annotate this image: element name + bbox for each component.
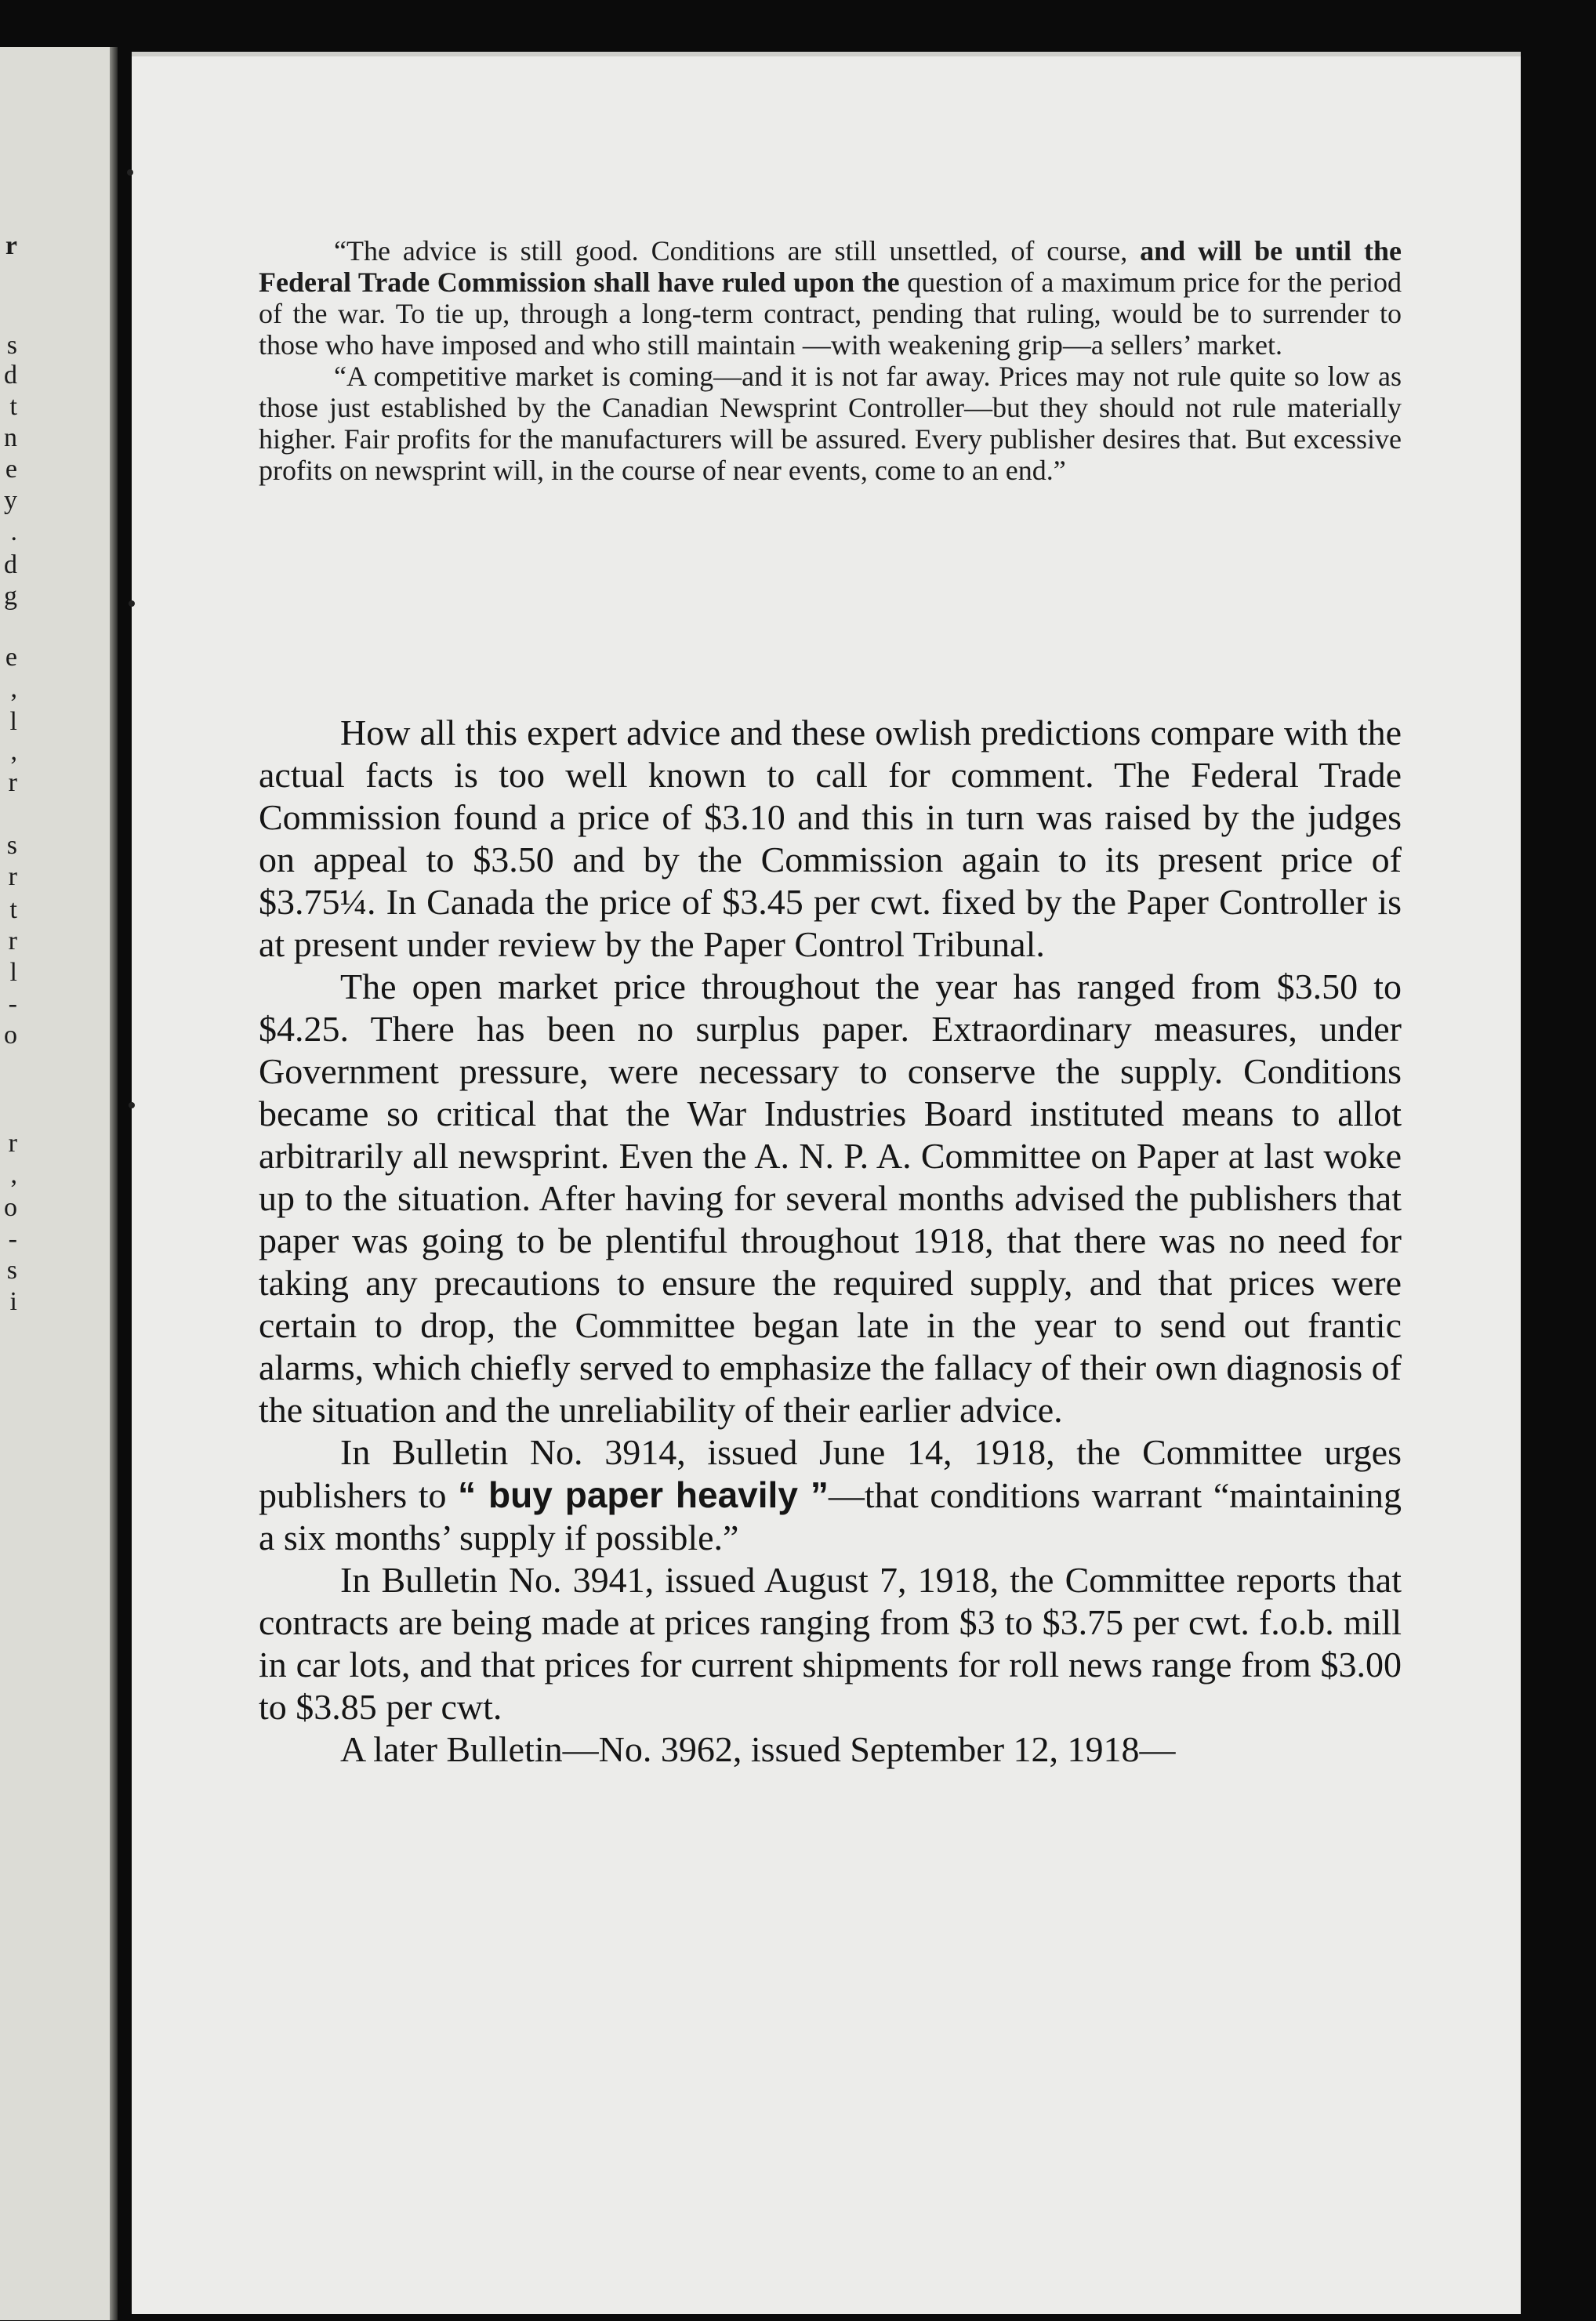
scan-speck	[129, 1102, 135, 1108]
body-paragraph-5: A later Bulletin—No. 3962, issued September 12, 1918—	[340, 1729, 1176, 1769]
scan-speck	[129, 600, 135, 607]
edge-letter: n	[4, 423, 17, 452]
edge-letter: r	[8, 927, 17, 956]
body-paragraph-3	[259, 1431, 1402, 1559]
edge-letter: d	[4, 550, 17, 579]
quote-text: question of a maximum price for the period of the war. To tie up, through a long-term contract, pending that ruling, would be to surrender to those who have imposed and who still maintain —with weakening grip—a sellers’ market.	[259, 267, 1402, 361]
left-page-fragment	[0, 47, 118, 2320]
quoted-passage	[259, 235, 1402, 486]
scan-speck	[127, 169, 133, 176]
body-paragraph-1: How all this expert advice and these owlish predictions compare with the actual facts is too well known to call for comment. The Federal Trade Commission found a price of $3.10 and this in turn was raised by the judges on appeal to $3.50 and by the Commission again to its present price of $3.75¼. In Canada the price of $3.45 per cwt. fixed by the Paper Controller is at present under review by the Paper Control Tribunal.	[259, 713, 1402, 964]
edge-letter: i	[9, 1287, 17, 1316]
edge-letter: o	[4, 1193, 17, 1222]
edge-letter: l	[9, 958, 17, 987]
emphasized-phrase: “ buy paper heavily ”	[458, 1474, 829, 1515]
body-text	[259, 712, 1402, 1771]
body-text-run: —that conditions warrant “maintaining a six months’ supply if possible.”	[259, 1475, 1402, 1558]
edge-letter: ,	[10, 737, 17, 766]
edge-letter: r	[8, 1129, 17, 1158]
edge-letter: l	[9, 707, 17, 736]
page-top-edge	[132, 52, 1521, 56]
edge-letter: ,	[10, 1160, 17, 1189]
quote-paragraph-1	[259, 235, 1402, 361]
body-text-run: In Bulletin No. 3914, issued June 14, 1918, the Committee urges publishers to	[259, 1432, 1402, 1515]
edge-letter: r	[8, 768, 17, 797]
body-paragraph-4: In Bulletin No. 3941, issued August 7, 1918, the Committee reports that contracts are being made at prices ranging from $3 to $3.75 per cwt. f.o.b. mill in car lots, and that prices for current shipments for roll news range from $3.00 to $3.85 per cwt.	[259, 1560, 1402, 1727]
document-page	[132, 52, 1521, 2314]
quote-paragraph-2	[259, 361, 1402, 486]
edge-letter: t	[9, 895, 17, 924]
edge-letter: ,	[10, 674, 17, 703]
quote-text: “A competitive market is coming—and it is not far away. Prices may not rule quite so low as those just established by the Canadian Newsprint Controller—but they should not rule materially higher. Fair profits for the manufacturers will be assured. Every publisher desires that. But excessive profits on newsprint will, in the course of near events, come to an end.”	[259, 361, 1402, 486]
quote-text: “The advice is still good. Conditions are still unsettled, of course,	[334, 235, 1141, 267]
edge-letter: -	[8, 989, 17, 1018]
edge-letter: d	[4, 361, 17, 390]
edge-letter: s	[6, 331, 17, 360]
edge-letter: -	[8, 1224, 17, 1253]
edge-letter: g	[4, 582, 17, 611]
edge-letter: e	[5, 643, 17, 672]
body-paragraph-2: The open market price throughout the year has ranged from $3.50 to $4.25. There has been no surplus paper. Extraordinary measures, under Government pressure, were necessary to conserve the supply. Conditions became so critical that the War Industries Board instituted means to allot arbitrarily all newsprint. Even the A. N. P. A. Committee on Paper at last woke up to the situation. After having for several months advised the publishers that paper was going to be plentiful throughout 1918, that there was no need for taking any precautions to ensure the required supply, and that prices were certain to drop, the Committee began late in the year to send out frantic alarms, which chiefly served to emphasize the fallacy of their own diagnosis of the situation and the unreliability of their earlier advice.	[259, 966, 1402, 1430]
edge-letter: o	[4, 1021, 17, 1050]
edge-letter: s	[6, 831, 17, 860]
edge-letter: y	[4, 486, 17, 515]
edge-letter: r	[8, 862, 17, 891]
quote-bold-lead: and will be until the Federal Trade Commission shall have ruled upon the	[259, 235, 1402, 298]
edge-letter: r	[5, 231, 17, 260]
left-page-edge-letters	[0, 47, 118, 2320]
edge-letter: e	[5, 455, 17, 484]
edge-letter: t	[9, 392, 17, 421]
edge-letter: .	[10, 517, 17, 546]
edge-letter: s	[6, 1256, 17, 1285]
